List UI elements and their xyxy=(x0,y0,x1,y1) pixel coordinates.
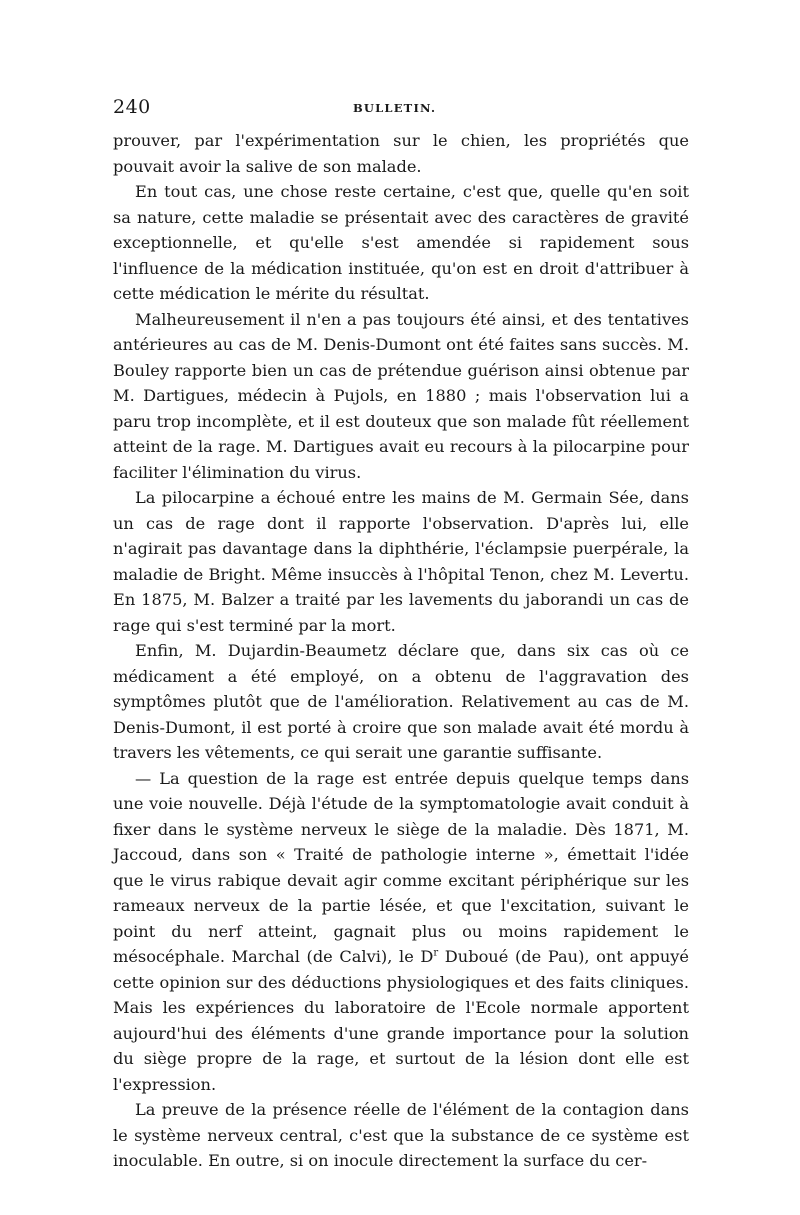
paragraph-2: En tout cas, une chose reste certaine, c'est que, quelle qu'en soit sa nature, cette maladie se présentait avec des caractères de gravité exceptionnelle, et qu'elle s'est amendée si rapidement sous l'influence de la médication instituée, qu'on est en droit d'attribuer à cette médication le mérite du résultat. xyxy=(113,182,689,303)
paragraph-3: Malheureusement il n'en a pas toujours été ainsi, et des tentatives antérieures au cas de M. Denis-Dumont ont été faites sans succès. M. Bouley rapporte bien un cas de prétendue guérison ainsi obtenue par M. Dartigues, médecin à Pujols, en 1880 ; mais l'observation lui a paru trop incomplète, et il est douteux que son malade fût réellement atteint de la rage. M. Dartigues avait eu recours à la pilocarpine pour faciliter l'élimination du virus. xyxy=(113,309,689,482)
page-header xyxy=(113,96,689,122)
document-page xyxy=(113,96,689,1174)
paragraph-7: La preuve de la présence réelle de l'élément de la contagion dans le système nerveux central, c'est que la substance de ce système est inoculable. En outre, si on inocule directement la surface du cer- xyxy=(113,1100,689,1170)
running-head: BULLETIN. xyxy=(353,101,437,115)
body-text xyxy=(113,128,689,1174)
paragraph-6 xyxy=(113,766,689,1098)
paragraph-1: prouver, par l'expérimentation sur le chien, les propriétés que pouvait avoir la salive de son malade. xyxy=(113,131,689,176)
paragraph-6-part-1: — La question de la rage est entrée depuis quelque temps dans une voie nouvelle. Déjà l'étude de la symptomatologie avait conduit à fixer dans le système nerveux le siège de la maladie. Dès 1871, M. Jaccoud, dans son « Traité de pathologie interne », émettait l'idée que le virus rabique devait agir comme excitant périphérique sur les rameaux nerveux de la partie lésée, et que l'excitation, suivant le point du nerf atteint, gagnait plus ou moins rapidement le mésocéphale. Marchal (de Calvi), le D xyxy=(113,768,689,966)
paragraph-6-part-2: Duboué (de Pau), ont appuyé cette opinion sur des déductions physiologiques et des faits cliniques. Mais les expériences du laboratoire de l'Ecole normale apportent aujourd'hui des éléments d'une grande importance pour la solution du siège propre de la rage, et surtout de la lésion dont elle est l'expression. xyxy=(113,947,689,1094)
paragraph-5: Enfin, M. Dujardin-Beaumetz déclare que, dans six cas où ce médicament a été employé, on a obtenu de l'aggravation des symptômes plutôt que de l'amélioration. Relativement au cas de M. Denis-Dumont, il est porté à croire que son malade avait été mordu à travers les vêtements, ce qui serait une garantie suffisante. xyxy=(113,641,689,762)
page-number: 240 xyxy=(113,96,151,118)
superscript-r: r xyxy=(433,947,439,959)
paragraph-4: La pilocarpine a échoué entre les mains de M. Germain Sée, dans un cas de rage dont il rapporte l'observation. D'après lui, elle n'agirait pas davantage dans la diphthérie, l'éclampsie puerpérale, la maladie de Bright. Même insuccès à l'hôpital Tenon, chez M. Levertu. En 1875, M. Balzer a traité par les lavements du jaborandi un cas de rage qui s'est terminé par la mort. xyxy=(113,488,689,635)
